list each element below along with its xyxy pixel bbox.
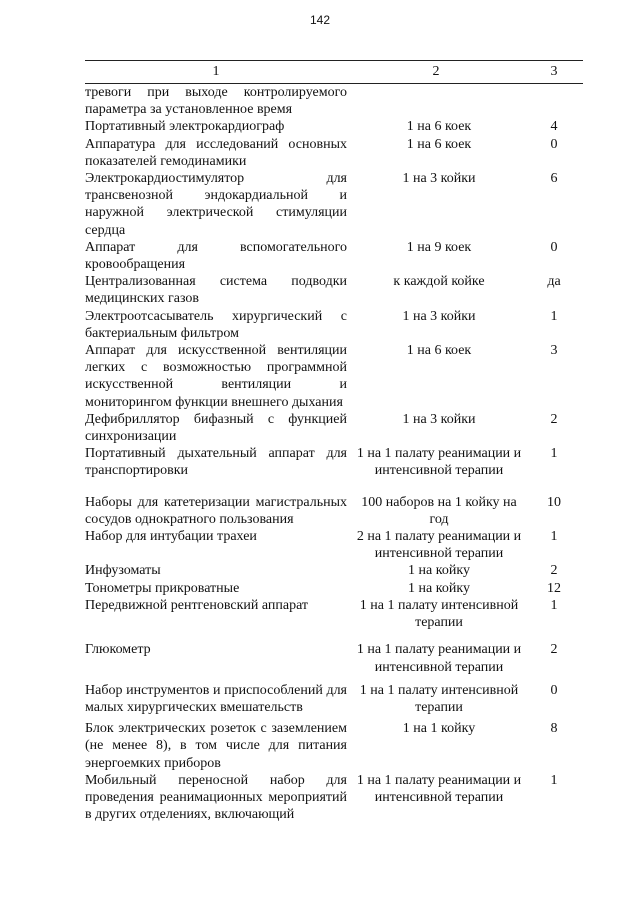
equipment-quantity: 2 (550, 642, 558, 658)
equipment-norm: 1 на койку (408, 563, 470, 579)
equipment-quantity: 0 (550, 239, 558, 255)
equipment-norm: 2 на 1 палату реанимации и интенсивной терапии (356, 529, 522, 562)
equipment-norm: 1 на 1 палату реанимации и интенсивной терапии (356, 642, 522, 675)
equipment-name: Электроотсасыватель хирургический с бактериальным фильтром (85, 308, 347, 341)
table-row (85, 308, 583, 342)
equipment-quantity: 1 (550, 772, 558, 788)
table-row (85, 84, 583, 118)
equipment-quantity (525, 84, 583, 118)
equipment-norm: 1 на 6 коек (406, 119, 472, 135)
equipment-name: Аппаратура для исследований основных показателей гемодинамики (85, 136, 347, 169)
equipment-norm (347, 84, 525, 118)
equipment-name: Аппарат для искусственной вентиляции легких с возможностью программной искусственной вентиляции и мониторингом функции внешнего дыхания (85, 343, 347, 410)
equipment-norm: 1 на 3 койки (402, 171, 476, 187)
equipment-quantity: 12 (547, 580, 561, 596)
equipment-name: Тонометры прикроватные (85, 580, 240, 596)
equipment-norm: 1 на 3 койки (402, 308, 476, 324)
equipment-name: Набор инструментов и приспособлений для малых хирургических вмешательств (85, 682, 347, 715)
table-row (85, 170, 583, 239)
equipment-quantity: 3 (550, 343, 558, 359)
equipment-norm: 1 на 3 койки (402, 411, 476, 427)
equipment-name: тревоги при выходе контролируемого параметра за установленное время (85, 85, 347, 118)
equipment-quantity: 2 (550, 411, 558, 427)
equipment-norm: 1 на 1 койку (402, 721, 476, 737)
equipment-name: Портативный дыхательный аппарат для транспортировки (85, 446, 347, 479)
table-row (85, 445, 583, 479)
equipment-norm: 1 на 1 палату реанимации и интенсивной терапии (356, 772, 522, 805)
equipment-norm: 1 на 6 коек (406, 343, 472, 359)
equipment-quantity: 0 (550, 682, 558, 698)
header-col-2: 2 (432, 64, 440, 79)
equipment-name: Аппарат для вспомогательного кровообращения (85, 239, 347, 273)
header-col-1: 1 (212, 64, 220, 79)
equipment-quantity: 6 (550, 171, 558, 187)
table-row (85, 411, 583, 445)
equipment-name: Наборы для катетеризации магистральных сосудов однократного пользования (85, 494, 347, 527)
table-row (85, 494, 583, 528)
table-row (85, 239, 583, 273)
equipment-quantity: 1 (550, 446, 558, 462)
equipment-name: Электрокардиостимулятор для трансвенозной эндокардиальной и наружной электрической стимуляции сердца (85, 171, 347, 238)
equipment-norm: 100 наборов на 1 койку на год (361, 494, 517, 527)
table-row (85, 118, 583, 135)
equipment-quantity: 1 (550, 308, 558, 324)
equipment-quantity: 0 (550, 136, 558, 152)
table-row (85, 342, 583, 411)
equipment-norm: 1 на 1 палату интенсивной терапии (359, 597, 519, 631)
table-row (85, 682, 583, 716)
equipment-quantity: 1 (550, 529, 558, 545)
equipment-name: Портативный электрокардиограф (85, 119, 285, 135)
equipment-name: Дефибриллятор бифазный с функцией синхронизации (85, 411, 347, 445)
table-row (85, 528, 583, 562)
table-row (85, 641, 583, 675)
table-row (85, 597, 583, 631)
equipment-norm: 1 на 1 палату реанимации и интенсивной терапии (356, 446, 522, 479)
table-body (85, 84, 583, 823)
table-header (85, 60, 583, 84)
equipment-norm: 1 на 6 коек (406, 136, 472, 152)
equipment-name: Мобильный переносной набор для проведения реанимационных мероприятий в других отделениях, включающий (85, 772, 347, 823)
equipment-norm: 1 на койку (408, 580, 470, 596)
equipment-name: Набор для интубации трахеи (85, 529, 257, 545)
table-row (85, 580, 583, 597)
equipment-quantity: 10 (547, 494, 561, 510)
equipment-quantity: 1 (550, 597, 558, 613)
equipment-name: Централизованная система подводки медицинских газов (85, 274, 347, 307)
equipment-table (85, 60, 583, 823)
equipment-quantity: 4 (550, 119, 558, 135)
equipment-norm: 1 на 1 палату интенсивной терапии (359, 682, 519, 715)
equipment-quantity: 2 (550, 563, 558, 579)
equipment-norm: к каждой койке (393, 274, 485, 290)
equipment-name: Инфузоматы (85, 563, 161, 579)
equipment-name: Блок электрических розеток с заземлением (не менее 8), в том числе для питания энергоемких приборов (85, 721, 347, 771)
equipment-quantity: 8 (550, 721, 558, 737)
equipment-quantity: да (547, 274, 561, 290)
header-col-3: 3 (550, 64, 558, 79)
table-row (85, 562, 583, 579)
equipment-name: Глюкометр (85, 642, 151, 658)
table-row (85, 720, 583, 772)
table-row (85, 772, 583, 824)
table-row (85, 136, 583, 170)
equipment-norm: 1 на 9 коек (406, 239, 472, 255)
table-row (85, 273, 583, 307)
equipment-name: Передвижной рентгеновский аппарат (85, 597, 309, 613)
page-number: 142 (309, 13, 331, 27)
